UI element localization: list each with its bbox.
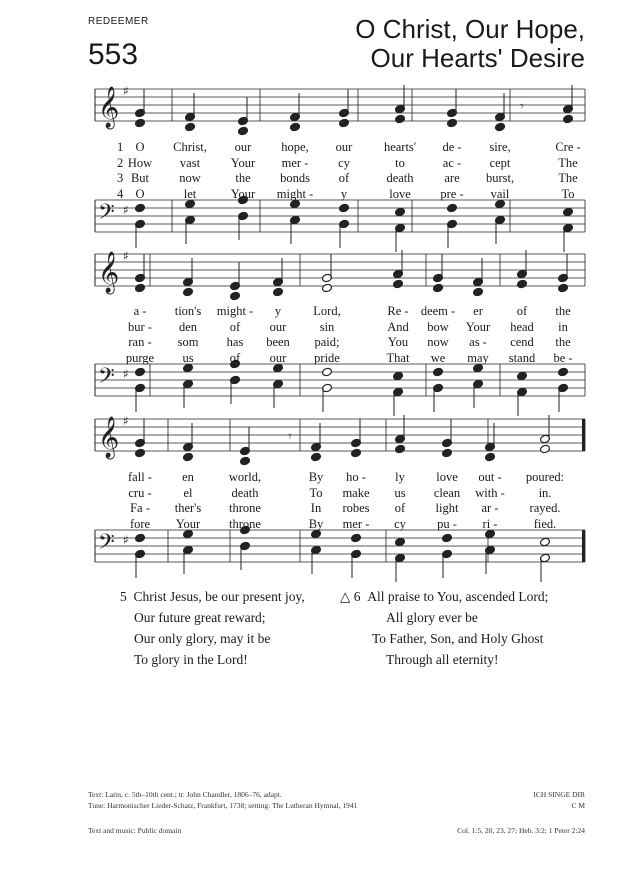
lyric-syllable: be - [553, 350, 573, 365]
lyric-syllable: hope, [281, 140, 309, 154]
rest-icon: 𝄾 [520, 99, 524, 115]
note-head [447, 203, 458, 213]
lyric-syllable: death [231, 485, 259, 500]
stanza-line: Christ Jesus, be our present joy, [133, 589, 305, 604]
bass-clef-icon: 𝄢 [98, 200, 115, 230]
lyric-syllable: us [394, 485, 406, 500]
lyric-syllable: may [467, 350, 489, 365]
lyric-syllable: cend [510, 335, 534, 349]
sharp-icon: ♯ [123, 533, 129, 547]
lyric-syllable: we [430, 350, 446, 365]
note-head [135, 118, 146, 128]
note-head [311, 452, 322, 462]
lyric-syllable: To [561, 186, 575, 201]
note-head [183, 452, 194, 462]
lyric-syllable: And [387, 319, 409, 334]
note-head [322, 367, 333, 377]
lyric-syllable: tion's [174, 304, 202, 318]
lyric-syllable: el [183, 485, 193, 500]
lyric-syllable: bow [427, 319, 449, 334]
note-head [322, 283, 333, 293]
lyric-syllable: light [435, 501, 459, 515]
lyric-syllable: the [555, 304, 571, 318]
stanza-number: 5 [120, 589, 127, 604]
lyric-syllable: ther's [174, 501, 202, 515]
sharp-icon: ♯ [123, 367, 129, 381]
note-head [563, 207, 574, 217]
note-head [185, 122, 196, 132]
text-credit: Text: Latin, c. 5th–10th cent.; tr. John Chandler, 1806–76, adapt. [88, 790, 282, 799]
stanza-line: To glory in the Lord! [134, 652, 248, 667]
tune-name: ICH SINGE DIR [533, 790, 585, 799]
note-head [135, 448, 146, 458]
lyric-syllable: of [516, 304, 528, 318]
lyric-syllable: ly [395, 470, 405, 484]
stanza-line: All praise to You, ascended Lord; [367, 589, 549, 604]
lyric-syllable: Re - [387, 304, 409, 318]
stanza-5 [120, 586, 305, 670]
verse-number: 1 [117, 140, 124, 154]
section-label: REDEEMER [88, 16, 149, 27]
lyric-syllable: of [229, 350, 241, 365]
lyric-syllable: By [308, 470, 324, 484]
lyric-syllable: But [130, 171, 150, 185]
lyric-syllable: might - [276, 186, 314, 201]
treble-clef-icon: 𝄞 [98, 417, 120, 458]
lyric-syllable: O [135, 140, 145, 154]
lyric-syllable: throne [229, 516, 261, 531]
lyric-syllable: of [394, 501, 406, 515]
note-head [135, 203, 146, 213]
lyric-syllable: mer - [281, 155, 309, 170]
lyric-syllable: Christ, [173, 140, 207, 154]
lyric-syllable: To [309, 485, 323, 500]
lyric-syllable: rayed. [529, 501, 561, 515]
lyric-syllable: er [473, 304, 483, 318]
note-head [395, 207, 406, 217]
lyric-syllable: burst, [485, 171, 515, 185]
lyric-syllable: clean [433, 485, 461, 500]
note-head [238, 126, 249, 136]
note-head [517, 371, 528, 381]
lyric-syllable: stand [508, 350, 536, 365]
lyric-syllable: now [427, 335, 449, 349]
lyric-syllable: vail [490, 186, 510, 201]
sharp-icon: ♯ [123, 84, 129, 98]
lyric-syllable: to [395, 155, 405, 170]
note-head [183, 287, 194, 297]
note-head [442, 533, 453, 543]
note-head [447, 118, 458, 128]
stanza-number: 6 [353, 589, 361, 604]
lyric-syllable: our [269, 350, 287, 365]
lyric-syllable: the [235, 171, 251, 185]
bass-clef-icon: 𝄢 [98, 530, 115, 560]
lyric-syllable: vast [179, 155, 201, 170]
lyric-syllable: pre - [440, 186, 464, 201]
lyric-syllable: sin [319, 319, 335, 334]
lyric-syllable: cept [489, 155, 511, 170]
lyric-syllable: of [229, 319, 241, 334]
sharp-icon: ♯ [123, 414, 129, 428]
note-head [517, 279, 528, 289]
lyric-syllable: By [308, 516, 324, 531]
note-head [395, 114, 406, 124]
lyric-syllable: In [310, 501, 322, 515]
lyric-syllable: might - [216, 304, 254, 318]
stanza-line: To Father, Son, and Holy Ghost [372, 631, 544, 646]
note-head [273, 287, 284, 297]
lyric-syllable: mer - [342, 516, 370, 531]
lyric-syllable: world, [228, 470, 262, 484]
lyric-syllable: hearts' [383, 140, 417, 154]
lyric-syllable: make [342, 485, 370, 500]
lyric-syllable: That [386, 350, 410, 365]
lyric-syllable: fall - [128, 470, 152, 484]
lyric-syllable: deem - [420, 304, 456, 318]
lyric-syllable: robes [342, 501, 370, 515]
note-head [442, 448, 453, 458]
lyric-syllable: paid; [314, 335, 340, 349]
lyric-syllable: Your [175, 516, 201, 531]
stanza-line: Our only glory, may it be [134, 631, 271, 646]
note-head [540, 537, 551, 547]
lyric-syllable: the [555, 335, 571, 349]
lyric-syllable: de - [442, 140, 462, 154]
lyric-syllable: Lord, [313, 304, 341, 318]
lyric-syllable: our [234, 140, 252, 154]
note-head [135, 367, 146, 377]
stanza-line: All glory ever be [386, 610, 478, 625]
note-head [433, 283, 444, 293]
lyric-syllable: death [386, 171, 414, 185]
lyric-syllable: den [178, 319, 198, 334]
note-head [563, 114, 574, 124]
note-head [230, 291, 241, 301]
lyric-syllable: O [135, 186, 145, 201]
lyric-syllable: How [127, 155, 153, 170]
lyric-syllable: as - [469, 335, 487, 349]
lyric-syllable: ac - [442, 155, 462, 170]
lyric-syllable: head [510, 319, 534, 334]
copyright-note: Text and music: Public domain [88, 826, 182, 835]
note-head [290, 122, 301, 132]
lyric-syllable: our [335, 140, 353, 154]
note-head [558, 367, 569, 377]
lyric-syllable: cy [338, 155, 350, 170]
lyric-syllable: Your [230, 186, 256, 201]
final-barline [582, 530, 585, 562]
note-head [473, 287, 484, 297]
sharp-icon: ♯ [123, 249, 129, 263]
lyric-syllable: ho - [346, 470, 366, 484]
lyric-syllable: in. [538, 485, 552, 500]
sharp-icon: ♯ [123, 203, 129, 217]
note-head [351, 448, 362, 458]
scripture-references: Col. 1:5, 20, 23, 27; Heb. 3:2; 1 Peter 2:24 [457, 826, 585, 835]
lyric-syllable: out - [478, 470, 502, 484]
treble-clef-icon: 𝄞 [98, 87, 120, 128]
note-head [558, 283, 569, 293]
note-head [433, 367, 444, 377]
stanza-line: Through all eternity! [386, 652, 499, 667]
lyric-syllable: sire, [489, 140, 511, 154]
triangle-icon: △ [340, 589, 351, 604]
note-head [395, 444, 406, 454]
lyric-syllable: been [266, 335, 290, 349]
note-head [495, 122, 506, 132]
note-head [135, 283, 146, 293]
lyric-syllable: The [558, 155, 578, 170]
stanza-line: Our future great reward; [134, 610, 266, 625]
meter: C M [571, 801, 585, 810]
final-barline [582, 419, 585, 451]
stanza-6 [340, 586, 548, 670]
lyric-syllable: ran - [128, 335, 152, 349]
lyric-syllable: You [387, 335, 409, 349]
lyric-syllable: our [269, 319, 287, 334]
hymn-number: 553 [88, 38, 139, 71]
lyric-syllable: ar - [481, 501, 499, 515]
tune-credit: Tune: Harmonischer Lieder-Schatz, Frankfurt, 1738; setting: The Lutheran Hymnal, 1941 [88, 801, 358, 810]
lyric-syllable: cru - [128, 485, 152, 500]
lyric-syllable: purge [125, 350, 155, 365]
lyric-syllable: fore [129, 516, 151, 531]
lyric-syllable: us [182, 350, 194, 365]
lyric-syllable: ri - [482, 516, 498, 531]
note-head [540, 444, 551, 454]
note-head [339, 203, 350, 213]
lyric-syllable: y [340, 186, 348, 201]
hymn-title-line-2: Our Hearts' Desire [370, 43, 585, 73]
note-head [339, 118, 350, 128]
verse-number: 2 [117, 155, 124, 170]
lyric-syllable: Your [230, 155, 256, 170]
rest-icon: 𝄾 [288, 429, 292, 445]
note-head [351, 533, 362, 543]
note-head [393, 371, 404, 381]
lyric-syllable: The [558, 171, 578, 185]
lyric-syllable: love [436, 470, 458, 484]
lyric-syllable: en [182, 470, 194, 484]
lyric-syllable: som [177, 335, 199, 349]
lyric-syllable: fied. [533, 516, 557, 531]
lyric-syllable: a - [133, 304, 147, 318]
bass-clef-icon: 𝄢 [98, 364, 115, 394]
note-head [395, 537, 406, 547]
lyric-syllable: now [179, 171, 201, 185]
verse-number: 3 [117, 171, 124, 185]
lyric-syllable: Fa - [130, 501, 150, 515]
lyric-syllable: cy [394, 516, 406, 531]
lyric-syllable: has [226, 335, 244, 349]
note-head [393, 279, 404, 289]
verse-number: 4 [117, 186, 124, 201]
lyric-syllable: bur - [128, 319, 152, 334]
lyric-syllable: in [558, 319, 568, 334]
lyric-syllable: love [389, 186, 411, 201]
hymn-title-line-1: O Christ, Our Hope, [355, 14, 585, 44]
lyric-syllable: poured: [525, 470, 565, 484]
note-head [485, 452, 496, 462]
lyric-syllable: throne [229, 501, 261, 515]
lyric-syllable: are [444, 171, 460, 185]
lyric-syllable: let [183, 186, 197, 201]
note-head [240, 456, 251, 466]
lyric-syllable: Your [465, 319, 491, 334]
lyric-syllable: y [274, 304, 282, 318]
lyric-syllable: of [338, 171, 350, 185]
lyric-syllable: bonds [280, 171, 310, 185]
treble-clef-icon: 𝄞 [98, 252, 120, 293]
lyric-syllable: pride [314, 350, 340, 365]
lyric-syllable: Cre - [555, 140, 581, 154]
lyric-syllable: pu - [437, 516, 457, 531]
lyric-syllable: with - [475, 485, 505, 500]
note-head [135, 533, 146, 543]
